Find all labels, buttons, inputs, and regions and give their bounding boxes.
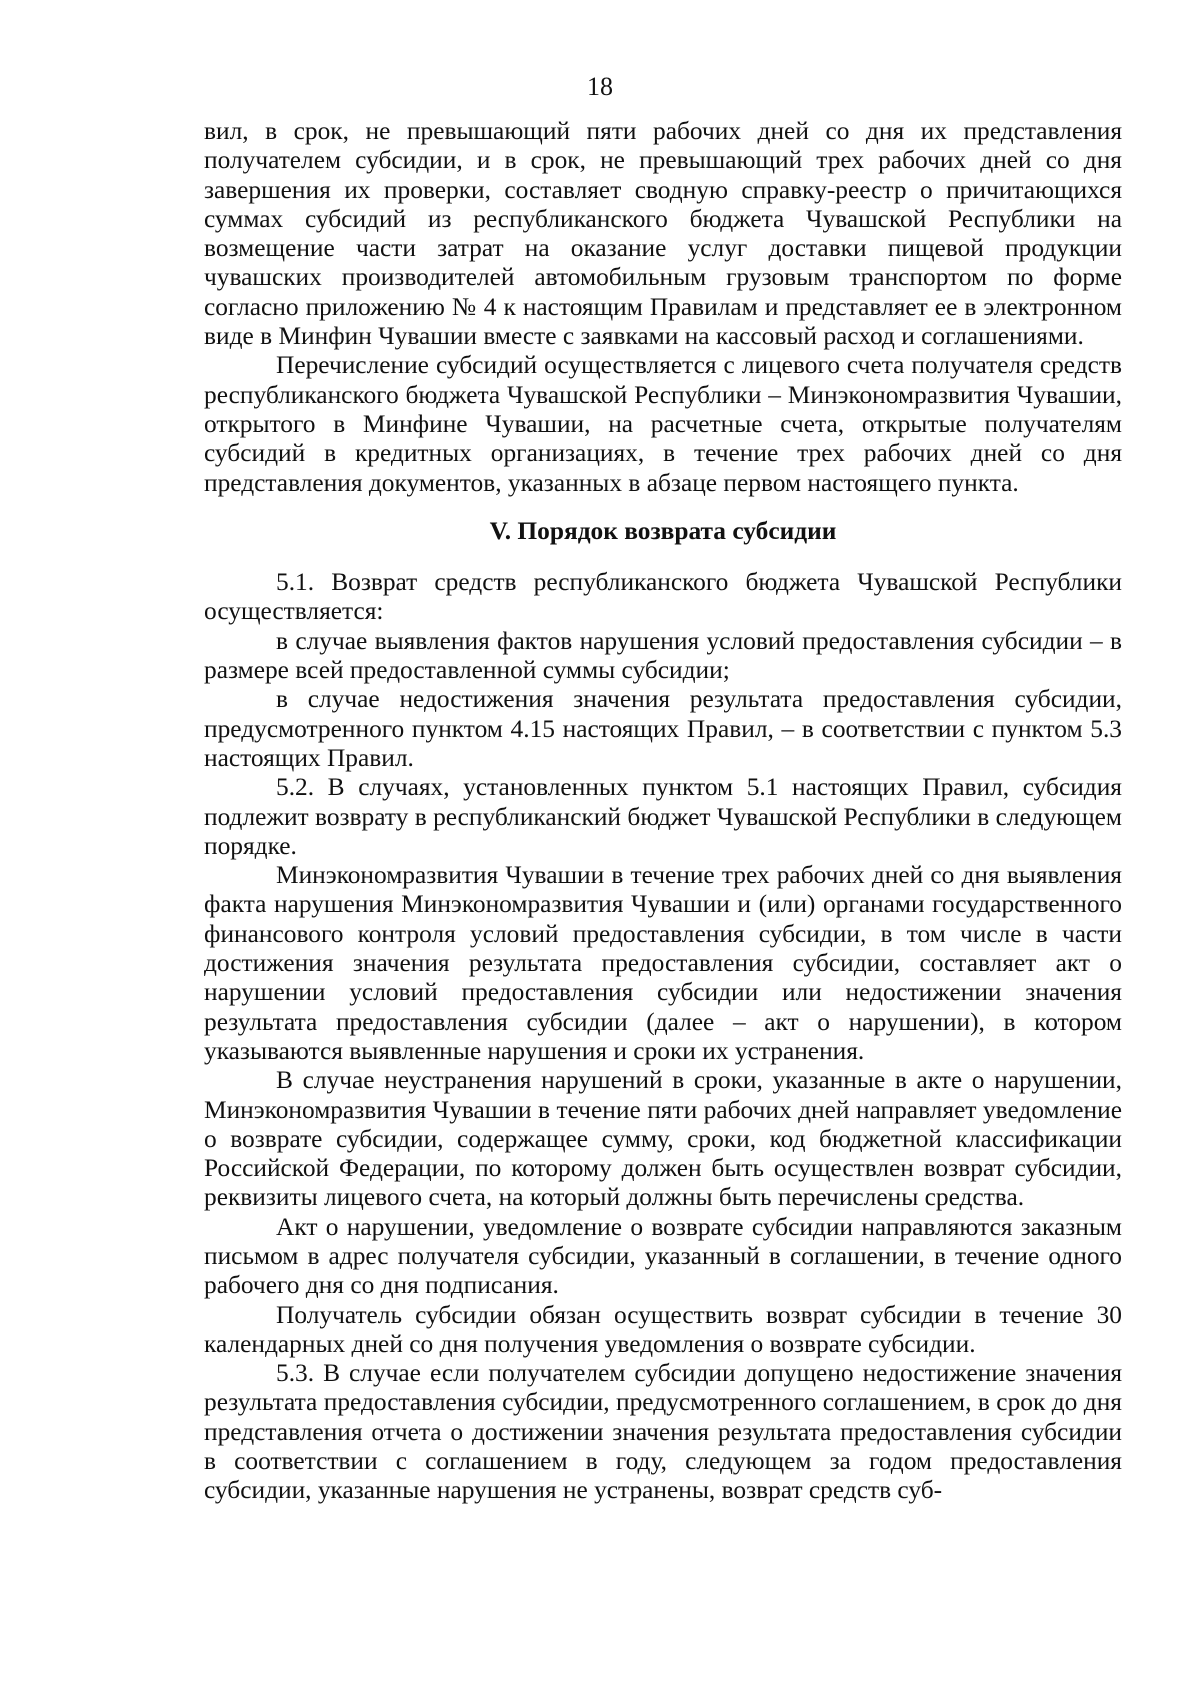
paragraph-5-2-delivery: Акт о нарушении, уведомление о возврате субсидии направляются заказным письмом в адрес получателя субсидии, указанный в соглашении, в течение одного рабочего дня со дня подписания. [204,1212,1122,1300]
paragraph-5-1-case-violation: в случае выявления фактов нарушения условий предоставления субсидии – в размере всей предоставленной суммы субсидии; [204,626,1122,685]
paragraph-5-3: 5.3. В случае если получателем субсидии допущено недостижение значения результата предоставления субсидии, предусмотренного соглашением, в срок до дня представления отчета о достижении значения результата предоставления субсидии в соответствии с соглашением в году, следующем за годом предоставления субсидии, указанные нарушения не устранены, возврат средств суб- [204,1359,1122,1505]
paragraph-5-2-deadline: Получатель субсидии обязан осуществить возврат субсидии в течение 30 календарных дней со дня получения уведомления о возврате субсидии. [204,1300,1122,1358]
section-heading: V. Порядок возврата субсидии [489,516,837,545]
paragraph-5-2-notification: В случае неустранения нарушений в сроки, указанные в акте о нарушении, Минэкономразвития Чувашии в течение пяти рабочих дней направляет уведомление о возврате субсидии, содержащее сумму, сроки, код бюджетной классификации Российской Федерации, по которому должен быть осуществлен возврат субсидии, реквизиты лицевого счета, на который должны быть перечислены средства. [204,1066,1122,1212]
paragraph-transfer: Перечисление субсидий осуществляется с лицевого счета получателя средств республиканского бюджета Чувашской Республики – Минэкономразвития Чувашии, открытого в Минфине Чувашии, на расчетные счета, открытые получателям субсидий в кредитных организациях, в течение трех рабочих дней со дня представления документов, указанных в абзаце первом настоящего пункта. [204,351,1122,497]
paragraph-5-2-act: Минэкономразвития Чувашии в течение трех рабочих дней со дня выявления факта нарушения Минэкономразвития Чувашии и (или) органами государственного финансового контроля условий предоставления субсидии, в том числе в части достижения значения результата предоставления субсидии, составляет акт о нарушении условий предоставления субсидии или недостижении значения результата предоставления субсидии (далее – акт о нарушении), в котором указываются выявленные нарушения и сроки их устранения. [204,861,1122,1065]
page-number: 18 [587,72,613,101]
paragraph-continuation: вил, в срок, не превышающий пяти рабочих дней со дня их представления получателем субсидии, и в срок, не превышающий трех рабочих дней со дня завершения их проверки, составляет сводную справку-реестр о причитающихся суммах субсидий из республиканского бюджета Чувашской Республики на возмещение части затрат на оказание услуг доставки пищевой продукции чувашских производителей автомобильным грузовым транспортом по форме согласно приложению № 4 к настоящим Правилам и представляет ее в электронном виде в Минфин Чувашии вместе с заявками на кассовый расход и соглашениями. [204,117,1122,351]
document-body [204,117,1122,1506]
paragraph-5-1-case-nonachievement: в случае недостижения значения результата предоставления субсидии, предусмотренного пунктом 4.15 настоящих Правил, – в соответствии с пунктом 5.3 настоящих Правил. [204,685,1122,772]
paragraph-5-2: 5.2. В случаях, установленных пунктом 5.1 настоящих Правил, субсидия подлежит возврату в республиканский бюджет Чувашской Республики в следующем порядке. [204,773,1122,860]
paragraph-5-1: 5.1. Возврат средств республиканского бюджета Чувашской Республики осуществляется: [204,568,1122,626]
